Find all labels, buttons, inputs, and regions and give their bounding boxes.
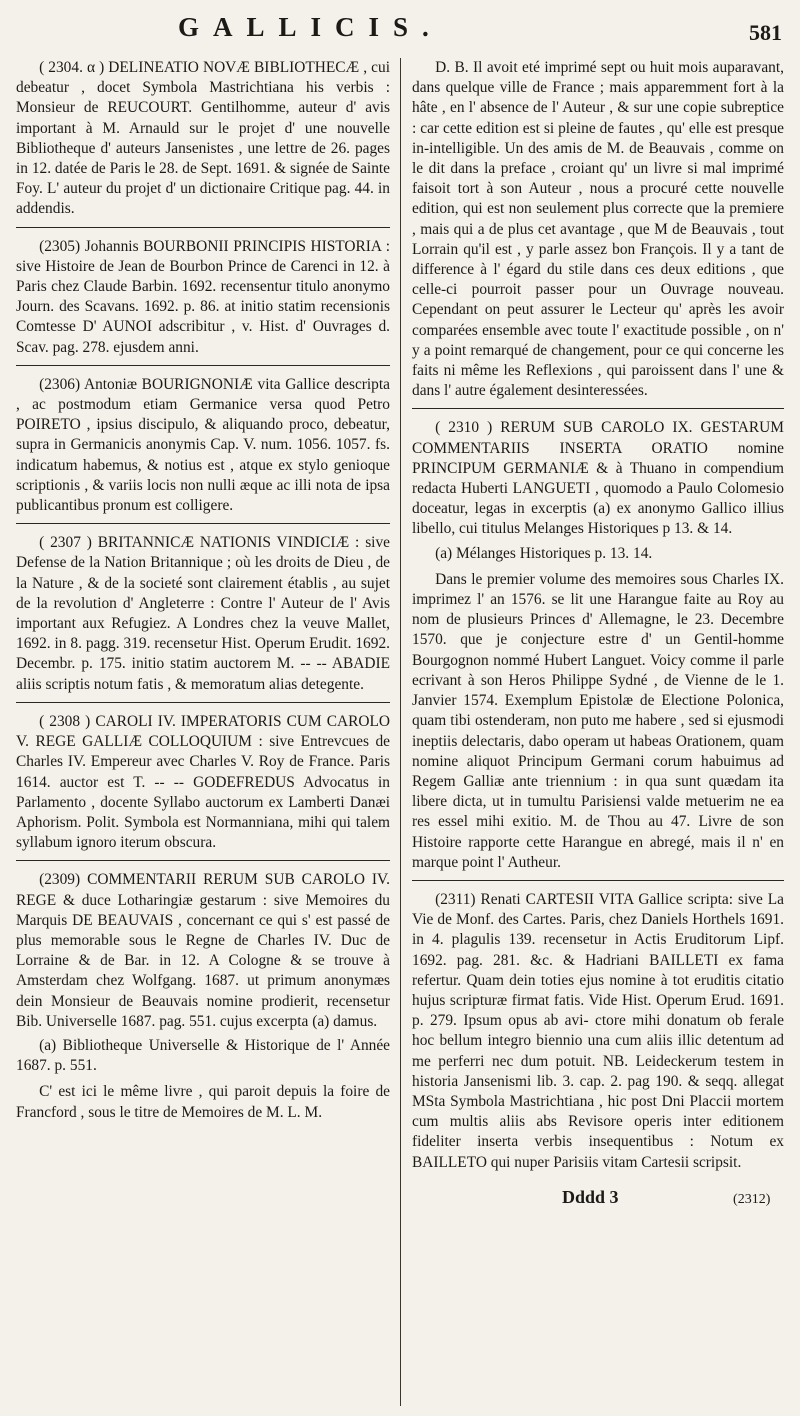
right-column xyxy=(412,58,784,1210)
signature-mark: Dddd 3 xyxy=(562,1186,619,1207)
divider-rule xyxy=(16,702,390,703)
footnote: (a) Mélanges Historiques p. 13. 14. xyxy=(435,544,653,562)
divider-rule xyxy=(16,523,390,524)
catchword: (2312) xyxy=(733,1191,771,1207)
page-number: 581 xyxy=(749,20,782,45)
entry-2311: (2311) Renati CARTESII VITA Gallice scripta: sive La Vie de Monf. des Cartes. Paris, chez Daniels Horthels 1691. in 4. plagulis 139. recensetur in Actis Eruditorum Lipf. 1692. pag. 281. &c. & Hadriani BAILLETI ex fama refertur. Quam dein toties ejus nomine à tot eruditis citatio hujus scripturæ firmat fatis. Vide Hist. Operum Erud. 1691. p. 279. Ipsum opus ab avi- ctore mihi donatum ob ferale hoc bellum integro biennio una cum aliis illic detentum ad me perferri nec dum potuit. NB. Leideckerum testem in historia Jansenismi lib. 3. cap. 2. pag 190. & seqq. allegat MSta Symbola Mastrichtiana , hic post Dni Placcii mortem cum multis aliis abs Revisore operis inter editionem fideliter inserta verbis insequentibus : Notum ex BAILLETO qui nuper Parisiis vitam Cartesii scripsit. xyxy=(412,890,784,1171)
divider-rule xyxy=(412,880,784,881)
entry-2309: (2309) COMMENTARII RERUM SUB CAROLO IV. REGE & duce Lotharingiæ gestarum : sive Memoires du Marquis DE BEAUVAIS , concernant ce qui s' est passé de plus memorable sous le Regne de Charles IV. Duc de Lorraine & de Bar. in 12. A Cologne & se trouve à Amsterdam chez Wolfgang. 1687. ut primum anonymæs dein Monsieur de Beauvais nomine prodierit, recensetur Bib. Universelle 1687. pag. 551. cujus excerpta (a) damus. xyxy=(16,871,390,1030)
entry-2307: ( 2307 ) BRITANNICÆ NATIONIS VINDICIÆ : sive Defense de la Nation Britannique ; où les droits de Dieu , de la Nature , & de la societé sont clairement établis , au sujet de la revolution d' Angleterre : Contre l' Auteur de l' Avis important aux Refugiez. A Londres chez la veuve Mallet, 1692. in 8. pagg. 319. recensetur Hist. Operum Erudit. 1692. Decembr. p. 175. initio statim auctorem M. -- -- ABADIE aliis scriptis notum fatis , & memoratum alias detegente. xyxy=(16,534,390,693)
entry-2310: ( 2310 ) RERUM SUB CAROLO IX. GESTARUM COMMENTARIIS INSERTA ORATIO nomine PRINCIPUM GERMANIÆ & à Thuano in compendium redacta Huberti LANGUETI , quomodo a Paulo Colomesio doceatur, legas in excerptis (a) ex anonymo Gallico illius libello, cui titulus Melanges Historiques p 13. & 14. xyxy=(412,419,784,538)
divider-rule xyxy=(412,408,784,409)
entry-2306: (2306) Antoniæ BOURIGNONIÆ vita Gallice descripta , ac postmodum etiam Germanice versa quod Petro POIRETO , ipsius discipulo, & aliquando proco, debeatur, supra in Germanicis anonymis Cap. V. num. 1056. 1057. fs. indicatum habemus, & notius est , atque ex stylo genioque scriptionis , & variis locis non nulli æque ac illi nota de ipsa publicantibus pronum est colligere. xyxy=(16,375,390,515)
divider-rule xyxy=(16,227,390,228)
entry-2309-continued: D. B. Il avoit eté imprimé sept ou huit mois auparavant, dans quelque ville de France ; mais apparemment fort à la hâte , en l' absence de l' Auteur , & sur une copie subreptice : car cette edition est si pleine de fautes , qu' elle est presque in-intelligible. Un des amis de M. de Beauvais , comme on le dit dans la preface , croiant qu' un livre si mal imprimé faisoit tort à son Auteur , nous a procuré cette nouvelle edition, qui est non seulement plus correcte que la premiere , mais qui a de plus cet avantage , que M de Beauvais , tout Lorrain qu'il est , y parle assez bon François. Il y a tant de difference à l' égard du stile dans ces deux editions , que celle-ci pourroit passer pour un Ouvrage nouveau. Cependant on peut assurer le Lecteur qu' après les avoir comparées ensemble avec toute l' exactitude possible , on n' y a point remarqué de changement, pour ce qui concerne les faits ni même les Reflexions , qui paroissent dans l' une & dans l' autre également desinteressées. xyxy=(412,59,784,400)
divider-rule xyxy=(16,860,390,861)
signature-line xyxy=(412,1187,784,1210)
divider-rule xyxy=(16,365,390,366)
running-head xyxy=(0,6,800,50)
footnote-quote: C' est ici le même livre , qui paroit depuis la foire de Francford , sous le titre de Memoires de M. L. M. xyxy=(16,1083,390,1121)
entry-2304: ( 2304. α ) DELINEATIO NOVÆ BIBLIOTHECÆ , cui debeatur , docet Symbola Mastrichtiana his verbis : Monsieur de REUCOURT. Gentilhomme, auteur d' avis important à M. Arnauld sur le projet d' une nouvelle Bibliotheque d' auteurs Jansenistes , une lettre de 26. pages in 12. datée de Paris le 28. de Sept. 1691. & signée de Sainte Foy. L' auteur du projet d' un dictionaire Critique pag. 44. in addendis. xyxy=(16,59,390,218)
running-title: GALLICIS. xyxy=(178,12,443,42)
footnote-quote: Dans le premier volume des memoires sous Charles IX. imprimez l' an 1576. se lit une Harangue faite au Roy au nom de plusieurs Princes d' Allemagne, le 23. Decembre 1570. que je conjecture estre d' un Gentil-homme Bourgognon nommé Hubert Languet. Voicy comme il parle ecrivant à son Heros Philippe Sydné , de Vienne de le 1. Janvier 1574. Exemplum Epistolæ de Electione Polonica, quam tibi ostenderam, non puto me habere , sed si ejusmodi ineptiis delectaris, dabo operam ut habeas Orationem, quam nomine aliquot Principum Germani corum habuimus ad Regem Galliæ ante triennium : in qua sunt quædam ita libere dicta, ut in tumultu Parisiensi valde metuerim ne ea res essel mihi exitio. M. de Thou au 47. Livre de son Histoire rapporte cette Harangue en abregé, mais il n' en marque point l' Autheur. xyxy=(412,570,784,871)
column-divider xyxy=(400,58,401,1406)
entry-2305: (2305) Johannis BOURBONII PRINCIPIS HISTORIA : sive Histoire de Jean de Bourbon Prince de Carenci in 12. à Paris chez Claude Barbin. 1692. recensentur titulo anonymo Journ. des Scavans. 1692. p. 86. at initio statim recensionis Comtesse D' AUNOI adscribitur , v. Hist. d' Ouvrages d. Scav. pag. 278. ejusdem anni. xyxy=(16,237,390,356)
footnote: (a) Bibliotheque Universelle & Historique de l' Année 1687. p. 551. xyxy=(16,1036,390,1075)
entry-2308: ( 2308 ) CAROLI IV. IMPERATORIS CUM CAROLO V. REGE GALLIÆ COLLOQUIUM : sive Entrevcues de Charles IV. Empereur avec Charles V. Roy de France. Paris 1614. auctor est T. -- -- GODEFREDUS Advocatus in Parlamento , docente Syllabo auctorum ex Lamberti Danæi Aphorism. Polit. Symbola est Normanniana, mihi qui talem syllabum ignoro iterum obscura. xyxy=(16,712,390,852)
left-column xyxy=(16,58,390,1129)
